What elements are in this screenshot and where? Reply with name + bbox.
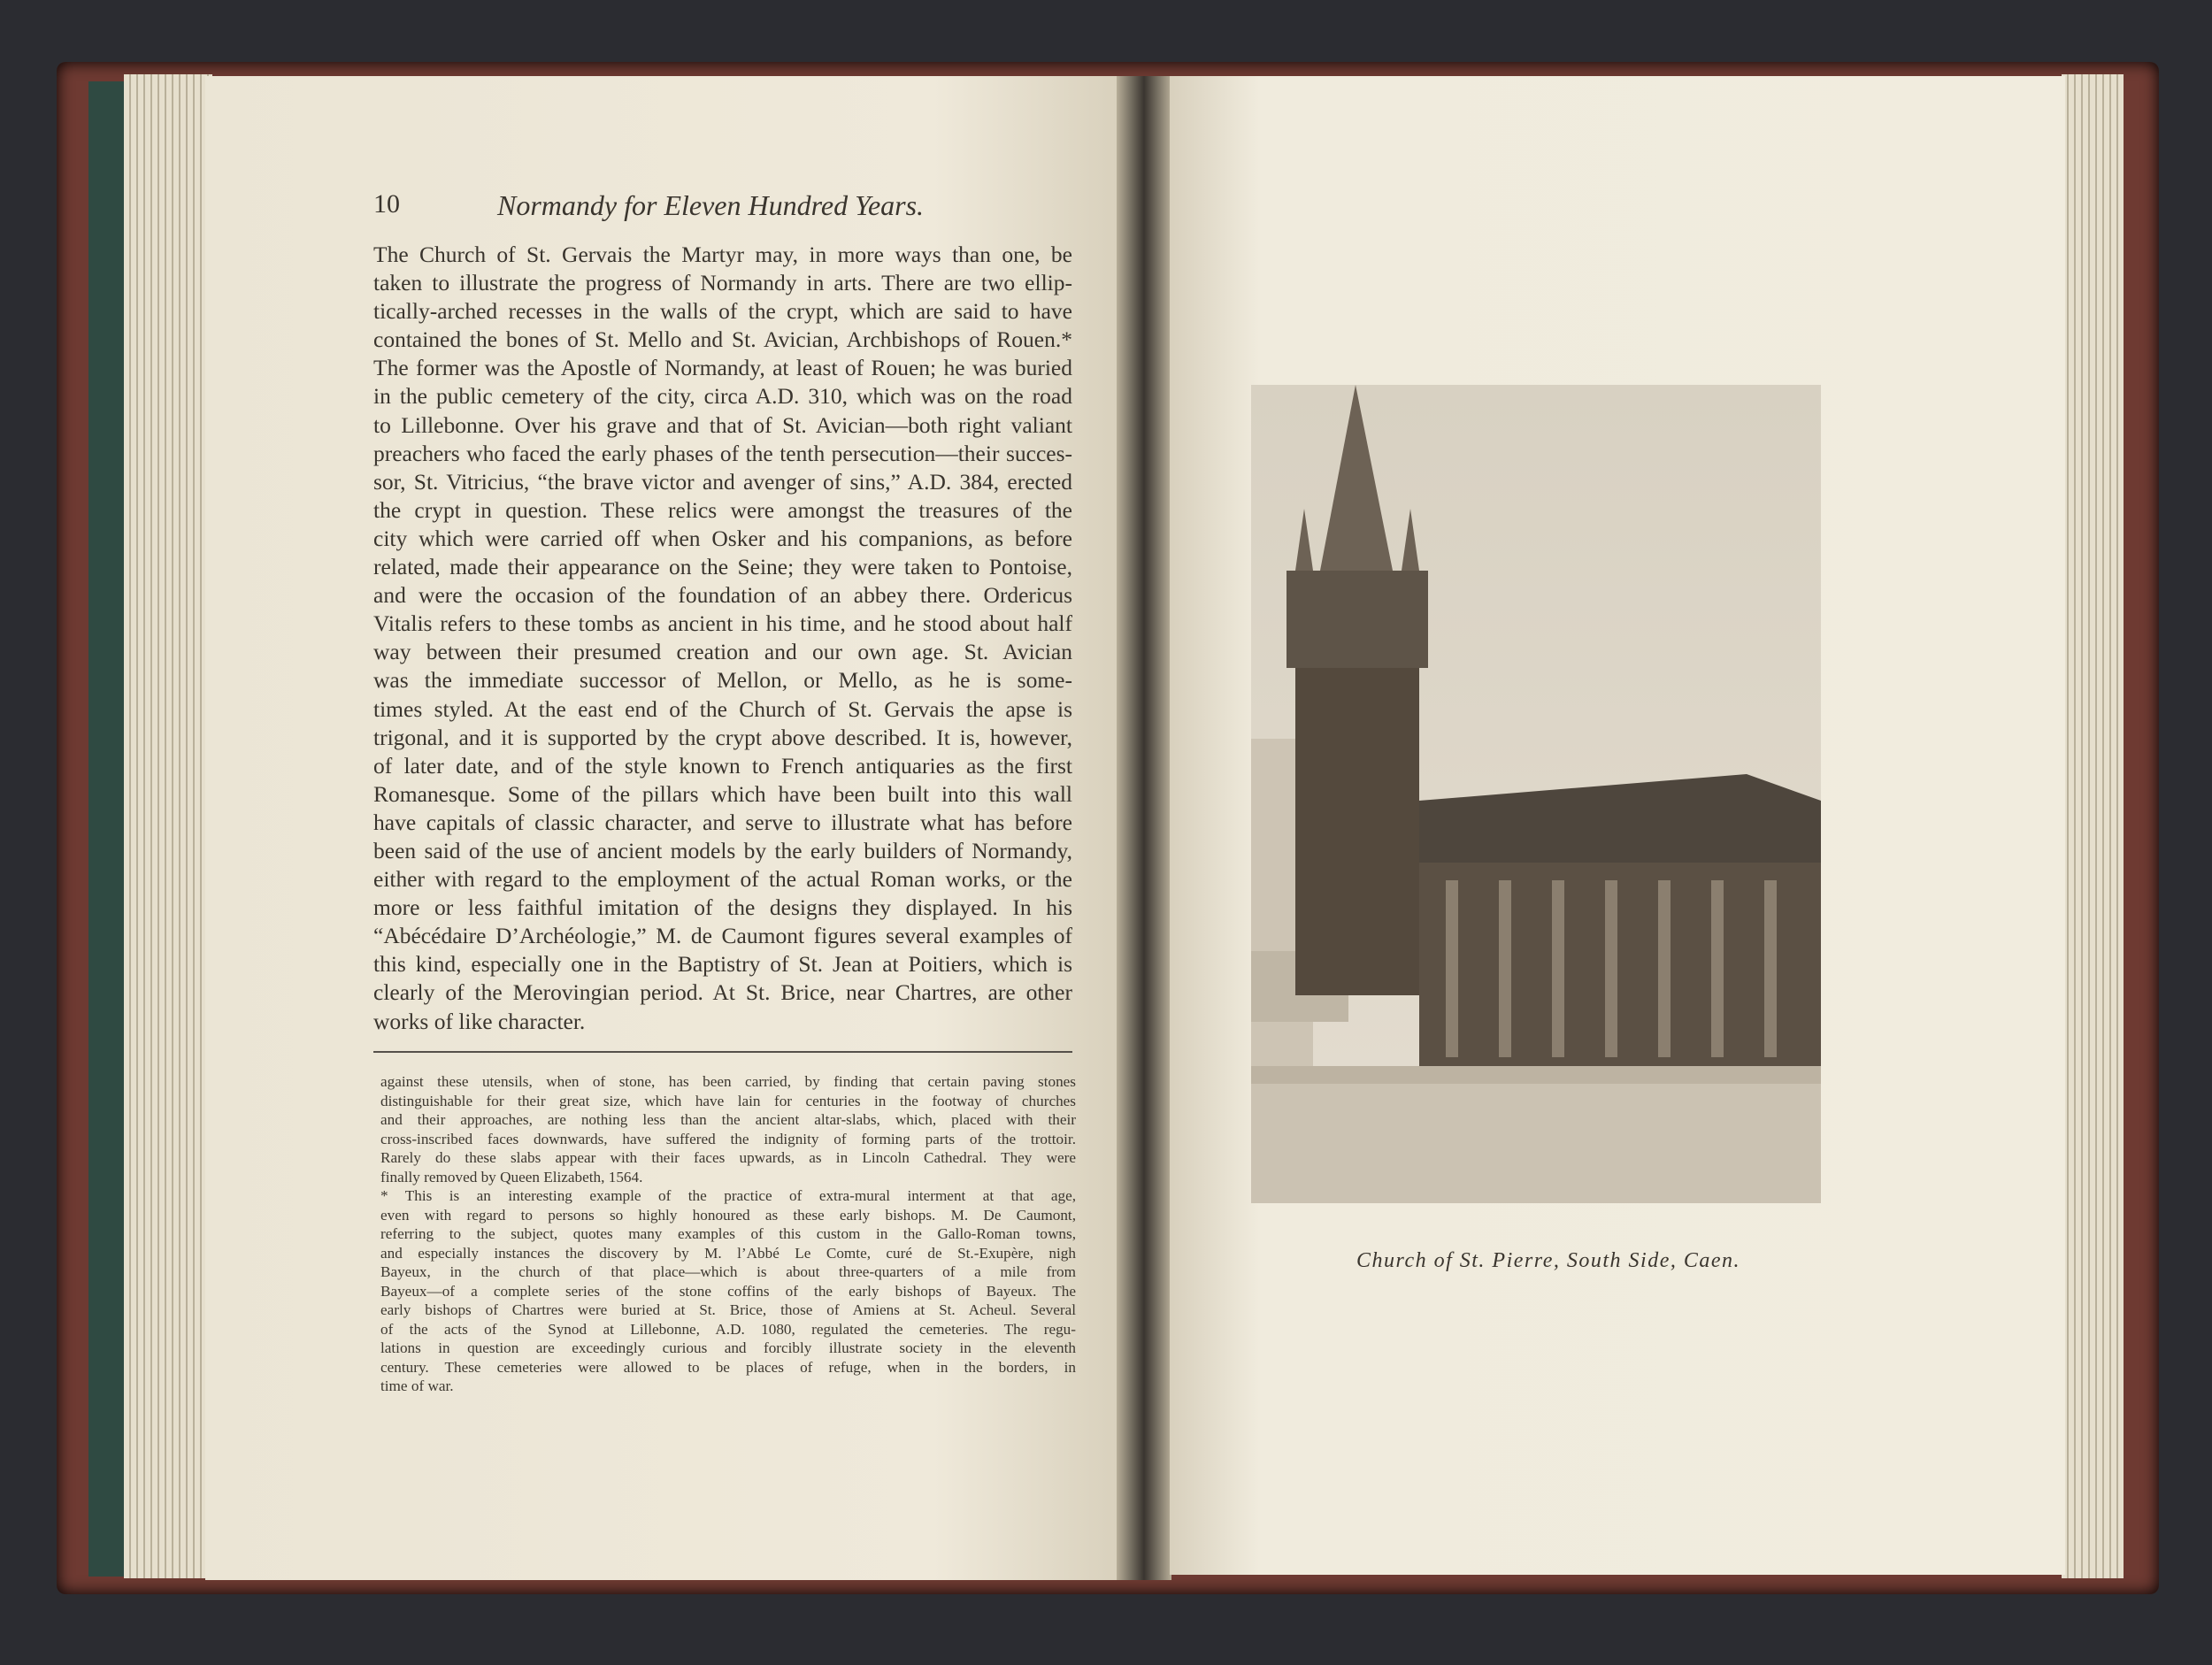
footnote-line: and their approaches, are nothing less than the ancient altar-slabs, which, placed with their [380, 1111, 1076, 1128]
footnote-line: Rarely do these slabs appear with their faces upwards, as in Lincoln Cathedral. They were [380, 1149, 1076, 1166]
footnote-line: Bayeux, in the church of that place—which is about three-quarters of a mile from [380, 1263, 1076, 1280]
footnote-rule [373, 1051, 1072, 1053]
running-title: Normandy for Eleven Hundred Years. [497, 189, 925, 221]
body-line: Vitalis refers to these tombs as ancient in his time, and he stood about half [373, 610, 1072, 637]
body-line: contained the bones of St. Mello and St. Avician, Archbishops of Rouen.* [373, 326, 1072, 353]
footnotes [380, 1072, 1076, 1396]
page-number: 10 [373, 189, 400, 219]
page-edges-left [124, 74, 212, 1578]
body-line: of later date, and of the style known to French antiquaries as the first [373, 752, 1072, 779]
footnote-line: * This is an interesting example of the practice of extra-mural interment at that age, [380, 1187, 1076, 1204]
body-line: The Church of St. Gervais the Martyr may, in more ways than one, be [373, 242, 1072, 267]
body-line: related, made their appearance on the Seine; they were taken to Pontoise, [373, 554, 1072, 580]
body-line: either with regard to the employment of the actual Roman works, or the [373, 866, 1072, 893]
body-line: city which were carried off when Osker and his companions, as before [373, 525, 1072, 551]
body-line: the crypt in question. These relics were amongst the treasures of the [373, 496, 1072, 523]
body-line: tically-arched recesses in the walls of the crypt, which are said to have [373, 298, 1072, 325]
body-line: this kind, especially one in the Baptistry of St. Jean at Poitiers, which is [373, 951, 1072, 978]
footnote-line: against these utensils, when of stone, has been carried, by finding that certain paving stones [380, 1073, 1076, 1090]
footnote-line: early bishops of Chartres were buried at St. Brice, those of Amiens at St. Acheul. Several [380, 1301, 1076, 1318]
footnote-line: cross-inscribed faces downwards, have suffered the indignity of forming parts of the trottoir. [380, 1130, 1076, 1147]
body-text [373, 241, 1072, 1036]
church-photograph [1251, 385, 1821, 1203]
footnote-line: time of war. [380, 1377, 454, 1394]
body-line: in the public cemetery of the city, circa A.D. 310, which was on the road [373, 383, 1072, 410]
page-edges-right [2062, 74, 2124, 1578]
body-line: preachers who faced the early phases of the tenth persecution—their succes- [373, 440, 1072, 466]
footnote-line: even with regard to persons so highly honoured as these early bishops. M. De Caumont, [380, 1206, 1076, 1224]
photo-caption: Church of St. Pierre, South Side, Caen. [1356, 1249, 1740, 1272]
footnote-line: Bayeux—of a complete series of the stone coffins of the early bishops of Bayeux. The [380, 1282, 1076, 1300]
body-line: way between their presumed creation and our own age. St. Avician [373, 639, 1072, 665]
page-header [373, 189, 1072, 225]
footnote-line: referring to the subject, quotes many examples of this custom in the Gallo-Roman towns, [380, 1225, 1076, 1242]
book-spine-lining [88, 81, 127, 1577]
body-line: been said of the use of ancient models by the early builders of Normandy, [373, 837, 1072, 863]
footnote-line: and especially instances the discovery by M. l’Abbé Le Comte, curé de St.-Exupère, nigh [380, 1244, 1076, 1262]
body-line: times styled. At the east end of the Church of St. Gervais the apse is [373, 695, 1072, 722]
body-line: taken to illustrate the progress of Normandy in arts. There are two ellip- [373, 270, 1072, 296]
body-line: have capitals of classic character, and serve to illustrate what has before [373, 809, 1072, 835]
footnote-line: of the acts of the Synod at Lillebonne, A.D. 1080, regulated the cemeteries. The regu- [380, 1320, 1076, 1338]
body-line: trigonal, and it is supported by the crypt above described. It is, however, [373, 724, 1072, 750]
body-line: was the immediate successor of Mellon, or Mello, as he is some- [373, 667, 1072, 694]
body-line: and were the occasion of the foundation of an abbey there. Ordericus [373, 582, 1072, 609]
body-line: clearly of the Merovingian period. At St. Brice, near Chartres, are other [373, 979, 1072, 1006]
footnote-line: distinguishable for their great size, which have lain for centuries in the footway of churches [380, 1092, 1076, 1109]
body-line: The former was the Apostle of Normandy, at least of Rouen; he was buried [373, 355, 1072, 381]
footnote-line: century. These cemeteries were allowed to be places of refuge, when in the borders, in [380, 1358, 1076, 1376]
body-line: more or less faithful imitation of the designs they displayed. In his [373, 894, 1072, 921]
body-line: Romanesque. Some of the pillars which have been built into this wall [373, 780, 1072, 807]
body-line: to Lillebonne. Over his grave and that of St. Avician—both right valiant [373, 411, 1072, 438]
footnote-line: lations in question are exceedingly curious and forcibly illustrate society in the eleventh [380, 1339, 1076, 1356]
footnote-line: finally removed by Queen Elizabeth, 1564. [380, 1168, 643, 1185]
body-line: sor, St. Vitricius, “the brave victor and avenger of sins,” A.D. 384, erected [373, 468, 1072, 495]
body-line: “Abécédaire D’Archéologie,” M. de Caumont figures several examples of [373, 923, 1072, 949]
body-line: works of like character. [373, 1008, 586, 1034]
book-gutter [1117, 76, 1171, 1580]
